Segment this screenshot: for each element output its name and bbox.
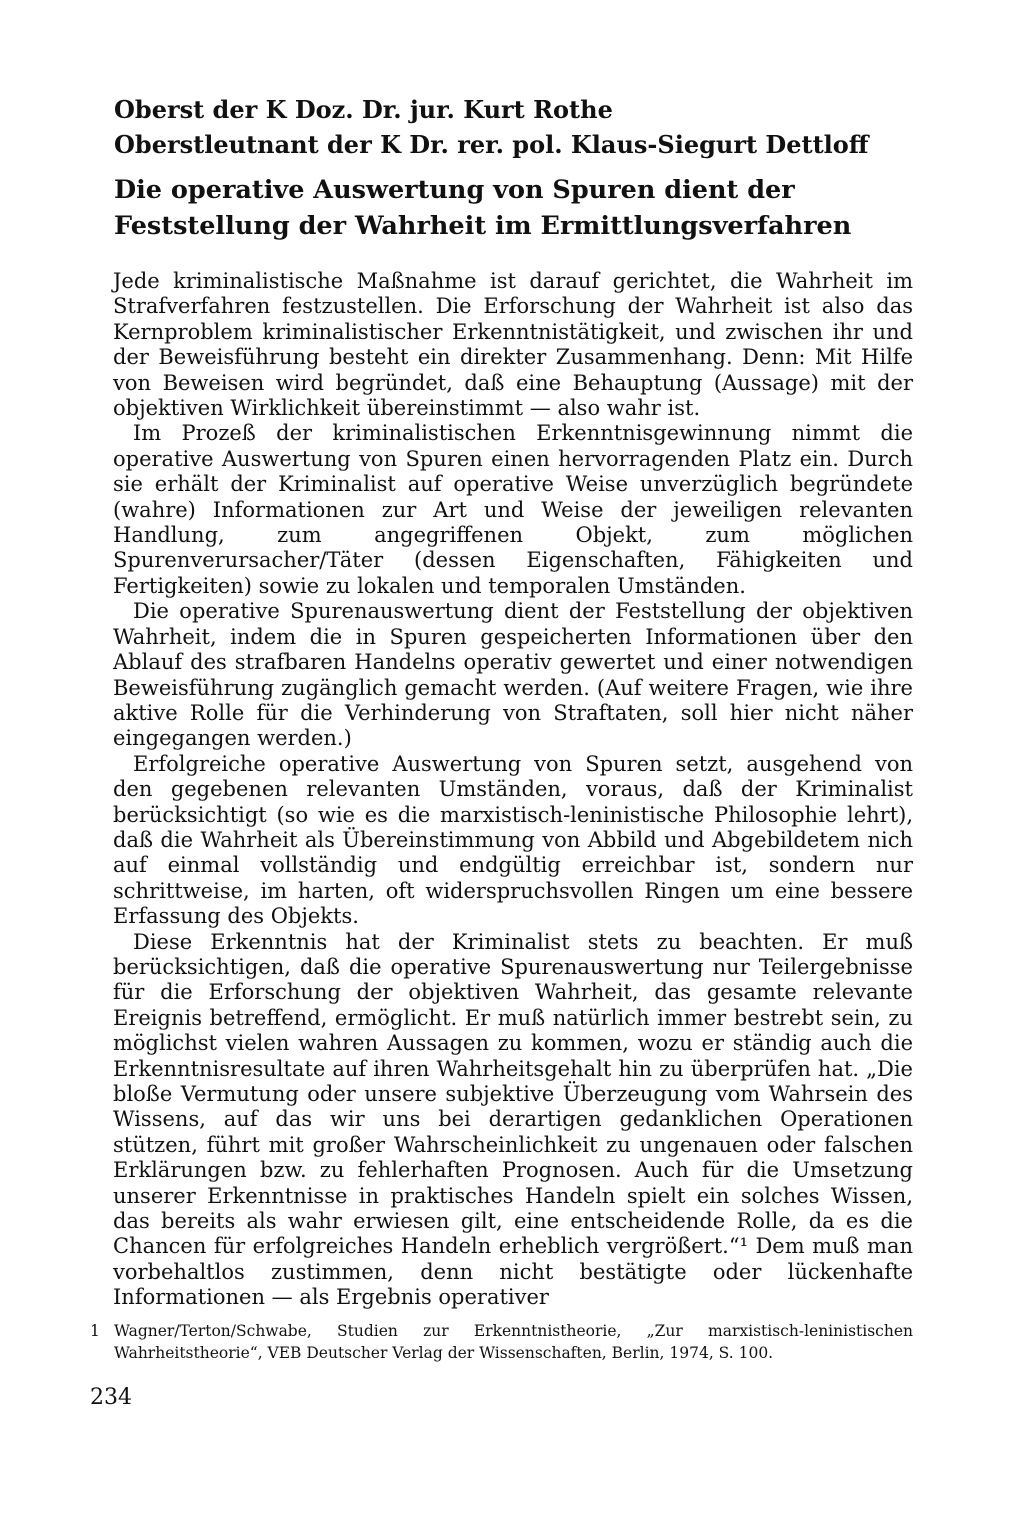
footnote-text: Wagner/Terton/Schwabe, Studien zur Erkenntnistheorie, „Zur marxistisch-leninistischen Wahrheitstheorie“, VEB Deutscher Verlag der Wissenschaften, Berlin, 1974, S. 100. [114, 1322, 913, 1362]
paragraph: Die operative Spurenauswertung dient der Feststellung der objektiven Wahrheit, indem die in Spuren gespeicherten Informationen über den Ablauf des strafbaren Handelns operativ gewertet und einer notwendigen Beweisführung zugänglich gemacht werden. (Auf weitere Fragen, wie ihre aktive Rolle für die Verhinderung von Straftaten, soll hier nicht näher eingegangen werden.) [113, 599, 913, 751]
author-block [114, 92, 894, 162]
title-line: Feststellung der Wahrheit im Ermittlungsverfahren [114, 211, 852, 241]
paragraph: Erfolgreiche operative Auswertung von Spuren setzt, ausgehend von den gegebenen relevanten Umständen, voraus, daß der Kriminalist berücksichtigt (so wie es die marxistisch-leninistische Philosophie lehrt), daß die Wahrheit als Übereinstimmung von Abbild und Abgebildetem nich auf einmal vollständig und endgültig erreichbar ist, sondern nur schrittweise, im harten, oft widerspruchsvollen Ringen um eine bessere Erfassung des Objekts. [113, 751, 913, 929]
paragraph: Jede kriminalistische Maßnahme ist darauf gerichtet, die Wahrheit im Strafverfahren festzustellen. Die Erforschung der Wahrheit ist also das Kernproblem kriminalistischer Erkenntnistätigkeit, und zwischen ihr und der Beweisführung besteht ein direkter Zusammenhang. Denn: Mit Hilfe von Beweisen wird begründet, daß eine Behauptung (Aussage) mit der objektiven Wirklichkeit übereinstimmt — also wahr ist. [113, 269, 913, 421]
article-body [113, 269, 913, 1311]
title-line: Die operative Auswertung von Spuren dient der [114, 175, 795, 205]
article-title [114, 172, 914, 244]
paragraph: Diese Erkenntnis hat der Kriminalist stets zu beachten. Er muß berücksichtigen, daß die operative Spurenauswertung nur Teilergebnisse für die Erforschung der objektiven Wahrheit, das gesamte relevante Ereignis betreffend, ermöglicht. Er muß natürlich immer bestrebt sein, zu möglichst vielen wahren Aussagen zu kommen, wozu er ständig auch die Erkenntnisresultate auf ihren Wahrheitsgehalt hin zu überprüfen hat. „Die bloße Vermutung oder unsere subjektive Überzeugung vom Wahrsein des Wissens, auf das wir uns bei derartigen gedanklichen Operationen stützen, führt mit großer Wahrscheinlichkeit zu ungenauen oder falschen Erklärungen bzw. zu fehlerhaften Prognosen. Auch für die Umsetzung unserer Erkenntnisse in praktisches Handeln spielt ein solches Wissen, das bereits als wahr erwiesen gilt, eine entscheidende Rolle, da es die Chancen für erfolgreiches Handeln erheblich vergrößert.“¹ Dem muß man vorbehaltlos zustimmen, denn nicht bestätigte oder lückenhafte Informationen — als Ergebnis operativer [113, 929, 913, 1310]
footnote [90, 1320, 913, 1364]
footnote-mark: 1 [90, 1322, 100, 1340]
paragraph: Im Prozeß der kriminalistischen Erkenntnisgewinnung nimmt die operative Auswertung von Spuren einen hervorragenden Platz ein. Durch sie erhält der Kriminalist auf operative Weise unverzüglich begründete (wahre) Informationen zur Art und Weise der jeweiligen relevanten Handlung, zum angegriffenen Objekt, zum möglichen Spurenverursacher/Täter (dessen Eigenschaften, Fähigkeiten und Fertigkeiten) sowie zu lokalen und temporalen Umständen. [113, 421, 913, 598]
page-number: 234 [90, 1385, 132, 1410]
author-line: Oberstleutnant der K Dr. rer. pol. Klaus-Siegurt Dettloff [114, 130, 869, 159]
author-line: Oberst der K Doz. Dr. jur. Kurt Rothe [114, 95, 613, 124]
